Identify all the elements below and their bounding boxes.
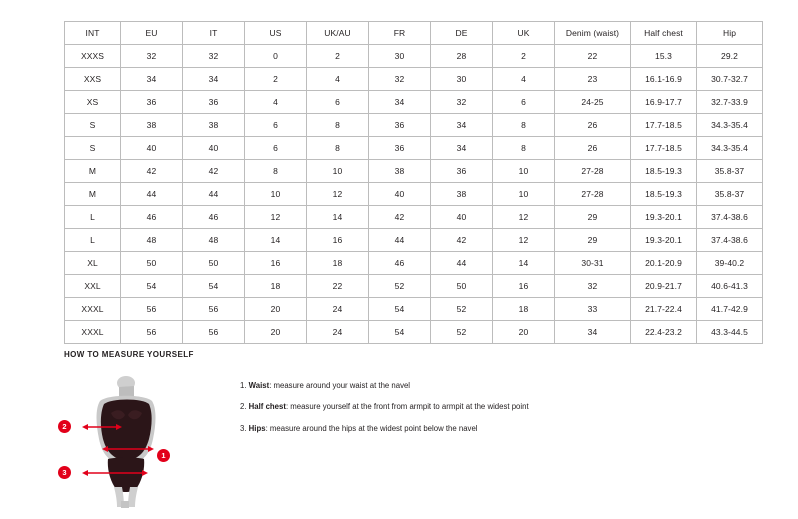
- table-cell: 40.6-41.3: [697, 275, 763, 298]
- table-cell: L: [65, 206, 121, 229]
- table-cell: 54: [369, 321, 431, 344]
- table-cell: 2: [493, 45, 555, 68]
- how-to-measure-body: [64, 373, 744, 508]
- table-cell: 34: [431, 137, 493, 160]
- table-cell: 32: [183, 45, 245, 68]
- table-cell: 35.8-37: [697, 160, 763, 183]
- table-row: [65, 206, 763, 229]
- table-cell: 40: [183, 137, 245, 160]
- table-cell: 50: [121, 252, 183, 275]
- table-cell: 17.7-18.5: [631, 137, 697, 160]
- note-number: 2.: [240, 402, 249, 412]
- table-cell: 10: [307, 160, 369, 183]
- table-cell: 36: [369, 137, 431, 160]
- table-cell: 52: [431, 298, 493, 321]
- table-cell: 46: [369, 252, 431, 275]
- table-cell: 42: [183, 160, 245, 183]
- note-text: : measure around the hips at the widest point below the navel: [265, 423, 478, 433]
- table-cell: 20.1-20.9: [631, 252, 697, 275]
- table-cell: 29: [555, 229, 631, 252]
- table-cell: 38: [369, 160, 431, 183]
- measure-note-hips: [240, 424, 529, 433]
- section-title: HOW TO MEASURE YOURSELF: [64, 350, 194, 359]
- table-cell: 0: [245, 45, 307, 68]
- measure-bullet-2: 2: [58, 420, 71, 433]
- table-cell: 18.5-19.3: [631, 183, 697, 206]
- table-cell: 42: [369, 206, 431, 229]
- table-cell: 18.5-19.3: [631, 160, 697, 183]
- table-cell: 16: [307, 229, 369, 252]
- table-cell: 22: [555, 45, 631, 68]
- table-cell: 54: [183, 275, 245, 298]
- table-cell: 17.7-18.5: [631, 114, 697, 137]
- measure-bullet-3: 3: [58, 466, 71, 479]
- table-header-row: [65, 22, 763, 45]
- table-cell: 33: [555, 298, 631, 321]
- table-row: [65, 275, 763, 298]
- table-row: [65, 229, 763, 252]
- measure-bullet-1: 1: [157, 449, 170, 462]
- table-cell: 56: [121, 321, 183, 344]
- table-cell: 27-28: [555, 183, 631, 206]
- table-cell: 42: [121, 160, 183, 183]
- table-cell: XS: [65, 91, 121, 114]
- mannequin-illustration: [64, 373, 184, 508]
- table-cell: 34.3-35.4: [697, 137, 763, 160]
- table-cell: 37.4-38.6: [697, 206, 763, 229]
- size-table-container: [64, 21, 748, 344]
- table-cell: 26: [555, 137, 631, 160]
- table-row: [65, 183, 763, 206]
- column-header: UK/AU: [307, 22, 369, 45]
- column-header: US: [245, 22, 307, 45]
- table-cell: 46: [183, 206, 245, 229]
- table-cell: 22.4-23.2: [631, 321, 697, 344]
- table-cell: 19.3-20.1: [631, 229, 697, 252]
- table-cell: 6: [493, 91, 555, 114]
- table-cell: 23: [555, 68, 631, 91]
- table-cell: 44: [369, 229, 431, 252]
- table-cell: 54: [369, 298, 431, 321]
- table-cell: 34.3-35.4: [697, 114, 763, 137]
- table-cell: 16: [493, 275, 555, 298]
- table-cell: 52: [431, 321, 493, 344]
- table-cell: 30-31: [555, 252, 631, 275]
- table-row: [65, 160, 763, 183]
- table-cell: 14: [493, 252, 555, 275]
- measure-note-half-chest: [240, 402, 529, 411]
- table-cell: 29: [555, 206, 631, 229]
- column-header: UK: [493, 22, 555, 45]
- table-cell: 32: [555, 275, 631, 298]
- table-cell: M: [65, 160, 121, 183]
- column-header: EU: [121, 22, 183, 45]
- table-row: [65, 91, 763, 114]
- table-row: [65, 114, 763, 137]
- table-cell: 40: [121, 137, 183, 160]
- column-header: FR: [369, 22, 431, 45]
- column-header: Half chest: [631, 22, 697, 45]
- table-cell: 10: [493, 183, 555, 206]
- table-cell: 48: [121, 229, 183, 252]
- table-cell: 32: [369, 68, 431, 91]
- table-cell: 12: [245, 206, 307, 229]
- table-cell: 39-40.2: [697, 252, 763, 275]
- table-row: [65, 45, 763, 68]
- note-number: 3.: [240, 423, 249, 433]
- table-cell: 32.7-33.9: [697, 91, 763, 114]
- table-cell: 19.3-20.1: [631, 206, 697, 229]
- size-table-body: [65, 45, 763, 344]
- table-cell: 56: [183, 298, 245, 321]
- table-cell: 22: [307, 275, 369, 298]
- table-cell: 30: [431, 68, 493, 91]
- table-cell: 40: [431, 206, 493, 229]
- measure-notes-list: [240, 373, 529, 445]
- table-cell: XXXL: [65, 321, 121, 344]
- table-cell: L: [65, 229, 121, 252]
- table-cell: 36: [431, 160, 493, 183]
- table-row: [65, 298, 763, 321]
- table-cell: 38: [183, 114, 245, 137]
- table-row: [65, 321, 763, 344]
- table-cell: 20.9-21.7: [631, 275, 697, 298]
- note-text: : measure around your waist at the navel: [269, 381, 411, 390]
- table-cell: XXL: [65, 275, 121, 298]
- mannequin-figure: [64, 373, 184, 508]
- table-cell: 34: [555, 321, 631, 344]
- table-cell: 50: [431, 275, 493, 298]
- table-cell: 38: [431, 183, 493, 206]
- table-cell: 32: [431, 91, 493, 114]
- table-cell: 32: [121, 45, 183, 68]
- note-term: Half chest: [248, 402, 286, 412]
- how-to-measure-section: [64, 350, 744, 508]
- table-cell: 37.4-38.6: [697, 229, 763, 252]
- table-cell: 24: [307, 298, 369, 321]
- table-cell: 16.1-16.9: [631, 68, 697, 91]
- table-cell: S: [65, 137, 121, 160]
- table-cell: 16.9-17.7: [631, 91, 697, 114]
- table-cell: 8: [493, 137, 555, 160]
- table-cell: 36: [183, 91, 245, 114]
- table-cell: 34: [183, 68, 245, 91]
- column-header: Denim (waist): [555, 22, 631, 45]
- table-cell: 12: [493, 206, 555, 229]
- table-cell: 4: [493, 68, 555, 91]
- size-table: [64, 21, 763, 344]
- table-cell: 27-28: [555, 160, 631, 183]
- table-cell: 30: [369, 45, 431, 68]
- measure-note-waist: [240, 381, 529, 390]
- column-header: INT: [65, 22, 121, 45]
- size-table-head: [65, 22, 763, 45]
- table-cell: 14: [307, 206, 369, 229]
- table-cell: 20: [245, 321, 307, 344]
- table-cell: 34: [431, 114, 493, 137]
- table-cell: S: [65, 114, 121, 137]
- table-cell: 35.8-37: [697, 183, 763, 206]
- table-cell: 26: [555, 114, 631, 137]
- table-cell: M: [65, 183, 121, 206]
- table-cell: 6: [245, 137, 307, 160]
- table-cell: 50: [183, 252, 245, 275]
- table-cell: XXS: [65, 68, 121, 91]
- table-cell: 44: [431, 252, 493, 275]
- table-cell: 8: [493, 114, 555, 137]
- table-cell: 46: [121, 206, 183, 229]
- table-cell: 2: [307, 45, 369, 68]
- table-cell: 44: [121, 183, 183, 206]
- table-cell: 24: [307, 321, 369, 344]
- table-cell: 10: [493, 160, 555, 183]
- column-header: DE: [431, 22, 493, 45]
- table-cell: 34: [369, 91, 431, 114]
- table-cell: 16: [245, 252, 307, 275]
- table-cell: 8: [307, 137, 369, 160]
- table-cell: 4: [245, 91, 307, 114]
- table-cell: 56: [121, 298, 183, 321]
- table-cell: 29.2: [697, 45, 763, 68]
- table-cell: 48: [183, 229, 245, 252]
- note-term: Waist: [248, 381, 270, 390]
- table-cell: 40: [369, 183, 431, 206]
- table-cell: 28: [431, 45, 493, 68]
- table-cell: 36: [121, 91, 183, 114]
- note-number: 1.: [240, 381, 249, 390]
- table-cell: 8: [307, 114, 369, 137]
- table-cell: 38: [121, 114, 183, 137]
- table-cell: 12: [307, 183, 369, 206]
- table-cell: 44: [183, 183, 245, 206]
- table-cell: XXXL: [65, 298, 121, 321]
- table-cell: 18: [245, 275, 307, 298]
- table-cell: XL: [65, 252, 121, 275]
- table-cell: 56: [183, 321, 245, 344]
- table-cell: XXXS: [65, 45, 121, 68]
- table-cell: 36: [369, 114, 431, 137]
- column-header: IT: [183, 22, 245, 45]
- table-cell: 18: [307, 252, 369, 275]
- table-cell: 10: [245, 183, 307, 206]
- column-header: Hip: [697, 22, 763, 45]
- note-term: Hips: [248, 423, 266, 433]
- table-row: [65, 68, 763, 91]
- table-row: [65, 137, 763, 160]
- table-cell: 41.7-42.9: [697, 298, 763, 321]
- table-cell: 24-25: [555, 91, 631, 114]
- table-cell: 54: [121, 275, 183, 298]
- table-cell: 42: [431, 229, 493, 252]
- table-row: [65, 252, 763, 275]
- table-cell: 20: [493, 321, 555, 344]
- table-cell: 18: [493, 298, 555, 321]
- table-cell: 30.7-32.7: [697, 68, 763, 91]
- table-cell: 12: [493, 229, 555, 252]
- table-cell: 52: [369, 275, 431, 298]
- table-cell: 4: [307, 68, 369, 91]
- table-cell: 6: [245, 114, 307, 137]
- table-cell: 20: [245, 298, 307, 321]
- table-cell: 15.3: [631, 45, 697, 68]
- table-cell: 2: [245, 68, 307, 91]
- table-cell: 43.3-44.5: [697, 321, 763, 344]
- note-text: : measure yourself at the front from armpit to armpit at the widest point: [285, 402, 529, 412]
- table-cell: 21.7-22.4: [631, 298, 697, 321]
- table-cell: 6: [307, 91, 369, 114]
- table-cell: 8: [245, 160, 307, 183]
- table-cell: 34: [121, 68, 183, 91]
- table-cell: 14: [245, 229, 307, 252]
